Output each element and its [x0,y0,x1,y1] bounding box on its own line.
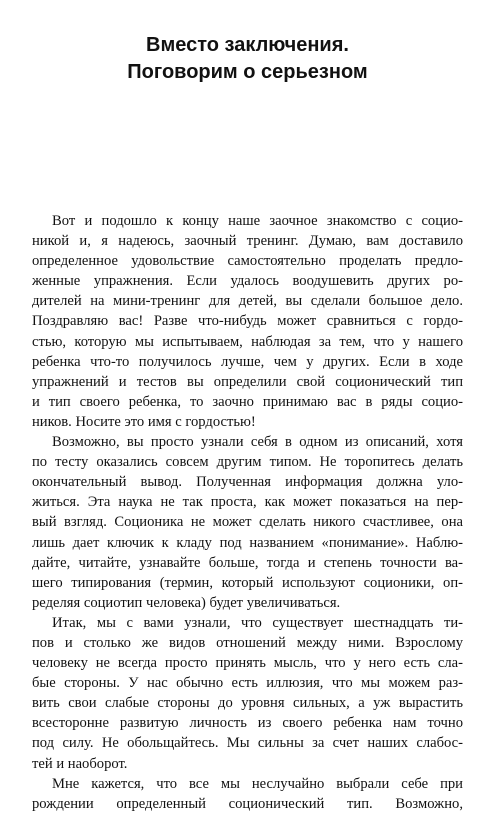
text-line: бые стороны. У нас обычно есть иллюзия, что мы можем раз- [32,675,463,692]
chapter-title-line-1: Вместо заключения. [146,34,349,56]
chapter-title-line-2: Поговорим о серьезном [127,61,368,83]
text-line: рождении определенный соционический тип. Возможно, [32,795,463,812]
text-line: Поздравляю вас! Разве что-нибудь может сравниться с гордо- [32,313,463,330]
chapter-title [0,32,495,86]
text-line: стью, которую мы испытываем, наблюдая за тем, что у нашего [32,333,463,350]
text-line: под силу. Не обольщайтесь. Мы сильны за счет наших слабос- [32,735,463,752]
text-line: женные упражнения. Если удалось воодушевить других ро- [32,273,463,290]
text-line: дителей на мини-тренинг для детей, вы сделали большое дело. [32,293,463,310]
text-line: Возможно, вы просто узнали себя в одном из описаний, хотя [52,434,463,451]
paragraph [32,211,463,432]
text-line: пов и столько же видов отношений между ними. Взрослому [32,634,463,651]
text-line: лишь дает ключик к кладу под названием «понимание». Наблю- [32,534,463,551]
text-line: Вот и подошло к концу наше заочное знакомство с социо- [52,213,463,229]
text-line: человеку не всегда просто принять мысль, что у него есть сла- [32,655,463,672]
text-line: Мне кажется, что все мы неслучайно выбрали себе при [52,775,463,792]
text-line: и тип своего ребенка, то заочно принимаю вас в ряды социо- [32,393,463,410]
text-line: ребенка что-то получилось лучше, чем у других. Если в ходе [32,353,463,370]
text-line: определенное удовольствие самостоятельно проделать предло- [32,253,463,270]
text-line: шего типирования (термин, который используют соционики, оп- [32,574,463,591]
paragraph [32,613,463,774]
text-line: дайте, читайте, узнавайте больше, тогда и степень точности ва- [32,554,463,571]
body-text [32,211,463,814]
text-line: по тесту оказались совсем другим типом. Не торопитесь делать [32,454,463,471]
text-line: вить свои слабые стороны до уровня сильных, а уж вырастить [32,695,463,712]
text-line: ределяя социотип человека) будет увеличиваться. [32,594,341,611]
paragraph [32,432,463,613]
text-line: никой и, я надеюсь, заочный тренинг. Думаю, вам доставило [32,233,463,250]
text-line: окончательный вывод. Полученная информация должна уло- [32,474,463,491]
text-line: житься. Эта наука не так проста, как может показаться на пер- [32,494,463,511]
paragraph [32,774,463,814]
text-line: упражнений и тестов вы определили свой соционический тип [32,373,463,390]
text-line: вый взгляд. Соционика не может сделать никого счастливее, она [32,514,463,531]
text-line: ников. Носите это имя с гордостью! [32,413,256,430]
text-line: всесторонне развитую личность из своего ребенка нам точно [32,715,463,732]
text-line: тей и наоборот. [32,755,128,772]
text-line: Итак, мы с вами узнали, что существует шестнадцать ти- [52,614,463,631]
